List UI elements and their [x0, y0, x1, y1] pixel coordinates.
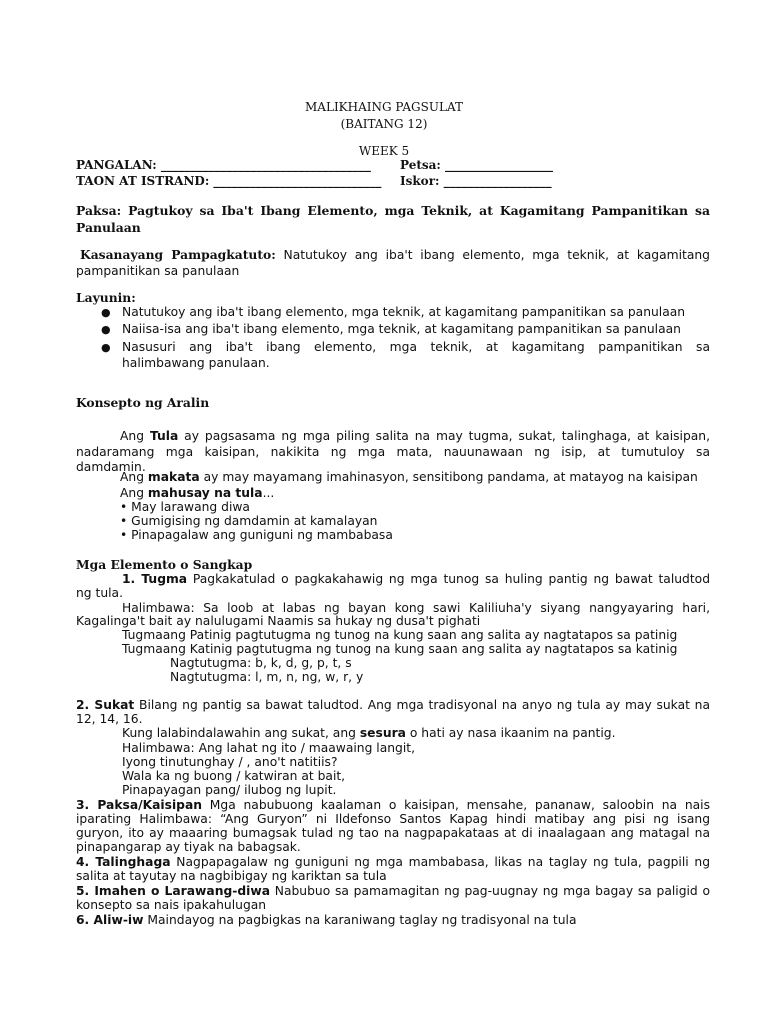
week-label: WEEK 5 [358, 144, 410, 158]
tugma-line-1 [122, 572, 710, 586]
aliw-iw-term: 6. Aliw-iw [76, 913, 144, 927]
paksa-term: 3. Paksa/Kaisipan [76, 798, 203, 812]
topic-line-1: Paksa: Pagtukoy sa Iba't Ibang Elemento, mga Teknik, at Kagamitang Pampanitikan sa [76, 203, 710, 218]
tula-term: Tula [149, 429, 179, 443]
text: Maindayog na pagbigkas na karaniwang taglay ng tradisyonal na tula [143, 913, 577, 927]
date-field: Petsa: __________________ [400, 158, 554, 172]
document-title: MALIKHAING PAGSULAT [305, 100, 463, 114]
trait-item: • May larawang diwa [120, 500, 250, 514]
grade-level: (BAITANG 12) [340, 117, 428, 131]
nagtutugma-katinig-1: Nagtutugma: b, k, d, g, p, t, s [170, 656, 352, 670]
sukat-line-2: 12, 14, 16. [76, 712, 143, 726]
makata-line [120, 470, 698, 484]
talinghaga-line-1 [76, 855, 710, 869]
objective-item: Nasusuri ang iba't ibang elemento, mga teknik, at kagamitang pampanitikan sa [122, 340, 710, 354]
makata-term: makata [147, 470, 200, 484]
tugma-line-2: ng tula. [76, 586, 123, 600]
tugma-example-line-1: Halimbawa: Sa loob at labas ng bayan kong sawi Kaliliuha'y siyang nangyayaring hari, [122, 601, 710, 615]
sukat-example-line: Wala ka ng buong / katwiran at bait, [122, 769, 346, 783]
bullet-icon: ● [101, 306, 111, 319]
tugma-example-line-2: Kagalinga't bait ay nalulugami Naamis sa hukay ng dusa't pighati [76, 614, 481, 628]
sesura-term: sesura [359, 726, 406, 740]
sukat-example-line: Pinapayagan pang/ ilubog ng lupit. [122, 783, 337, 797]
bullet-icon: ● [101, 323, 111, 336]
text: Ang [120, 470, 148, 484]
competency-text: Natutukoy ang iba't ibang elemento, mga teknik, at kagamitang [283, 248, 710, 262]
concept-heading: Konsepto ng Aralin [76, 395, 210, 410]
imahen-term: 5. Imahen o Larawang-diwa [76, 884, 271, 898]
text: ... [262, 486, 275, 500]
mahusay-line [120, 486, 274, 500]
imahen-line-2: konsepto sa nais ipakahulugan [76, 898, 267, 912]
objective-item: Natutukoy ang iba't ibang elemento, mga teknik, at kagamitang pampanitikan sa panulaan [122, 305, 686, 319]
sukat-term: 2. Sukat [76, 698, 135, 712]
imahen-line-1 [76, 884, 710, 898]
trait-item: • Gumigising ng damdamin at kamalayan [120, 514, 378, 528]
text: Ang [120, 429, 150, 443]
sukat-example-line: Halimbawa: Ang lahat ng ito / maawaing langit, [122, 741, 416, 755]
trait-item: • Pinapagalaw ang guniguni ng mambabasa [120, 528, 393, 542]
tugmaang-patinig: Tugmaang Patinig pagtutugma ng tunog na kung saan ang salita ay nagtatapos sa patinig [122, 628, 678, 642]
tugma-term: 1. Tugma [122, 572, 188, 586]
tula-definition-line-1 [120, 429, 710, 443]
aliw-iw-line [76, 913, 576, 927]
tula-definition-line-3: damdamin. [76, 460, 146, 474]
paksa-line-1 [76, 798, 710, 812]
sukat-example-line: Iyong tinutunghay / , ano't natitiis? [122, 755, 338, 769]
competency-line-2: pampanitikan sa panulaan [76, 264, 240, 278]
paksa-line-4: pinapangarap ay tiyak na babagsak. [76, 840, 301, 854]
sukat-line-1 [76, 698, 710, 712]
text: Pagkakatulad o pagkakahawig ng mga tunog sa huling pantig ng bawat taludtod [187, 572, 710, 586]
topic-line-2: Panulaan [76, 220, 141, 235]
text: Ang [120, 486, 148, 500]
text: Nabubuo sa pamamagitan ng pag-uugnay ng mga bagay sa paligid o [270, 884, 710, 898]
text: o hati ay nasa ikaanim na pantig. [405, 726, 616, 740]
tula-definition-line-2: nadaramang mga kaisipan, nakikita ng mga mata, nauunawaan ng isip, at tumutuloy sa [76, 445, 710, 459]
tugmaang-katinig: Tugmaang Katinig pagtutugma ng tunog na kung saan ang salita ay nagtatapos sa katinig [122, 642, 678, 656]
talinghaga-line-2: salita at tayutay na nagbibigay ng kariktan sa tula [76, 869, 387, 883]
text: Mga nabubuong kaalaman o kaisipan, mensahe, pananaw, saloobin na nais [202, 798, 710, 812]
objective-item: Naiisa-isa ang iba't ibang elemento, mga teknik, at kagamitang pampanitikan sa panulaan [122, 322, 681, 336]
text: ay may mayamang imahinasyon, sensitibong pandama, at matayog na kaisipan [199, 470, 698, 484]
competency-line-1 [80, 247, 710, 262]
strand-field: TAON AT ISTRAND: ____________________________ [76, 174, 382, 188]
text: Bilang ng pantig sa bawat taludtod. Ang mga tradisyonal na anyo ng tula ay may sukat na [134, 698, 710, 712]
sesura-line [122, 726, 616, 740]
objective-item-continuation: halimbawang panulaan. [122, 356, 270, 370]
text: Kung lalabindalawahin ang sukat, ang [122, 726, 360, 740]
score-field: Iskor: __________________ [400, 174, 552, 188]
paksa-line-3: guryon, ito ay maaaring bumagsak tulad ng tao na nagpapakataas at di inaalagaan ang matagal na [76, 826, 710, 840]
name-field: PANGALAN: ___________________________________ [76, 158, 371, 172]
talinghaga-term: 4. Talinghaga [76, 855, 171, 869]
nagtutugma-katinig-2: Nagtutugma: l, m, n, ng, w, r, y [170, 670, 364, 684]
text: ay pagsasama ng mga piling salita na may tugma, sukat, talinghaga, at kaisipan, [178, 429, 710, 443]
paksa-line-2: iparating Halimbawa: “Ang Guryon” ni Ildefonso Santos Kapag hindi matibay ang pisi ng isang [76, 812, 710, 826]
objectives-label: Layunin: [76, 290, 136, 305]
bullet-icon: ● [101, 341, 111, 354]
elements-heading: Mga Elemento o Sangkap [76, 557, 253, 572]
competency-label: Kasanayang Pampagkatuto: [80, 247, 276, 262]
text: Nagpapagalaw ng guniguni ng mga mambabasa, likas na taglay ng tula, pagpili ng [170, 855, 711, 869]
mahusay-term: mahusay na tula [147, 486, 263, 500]
